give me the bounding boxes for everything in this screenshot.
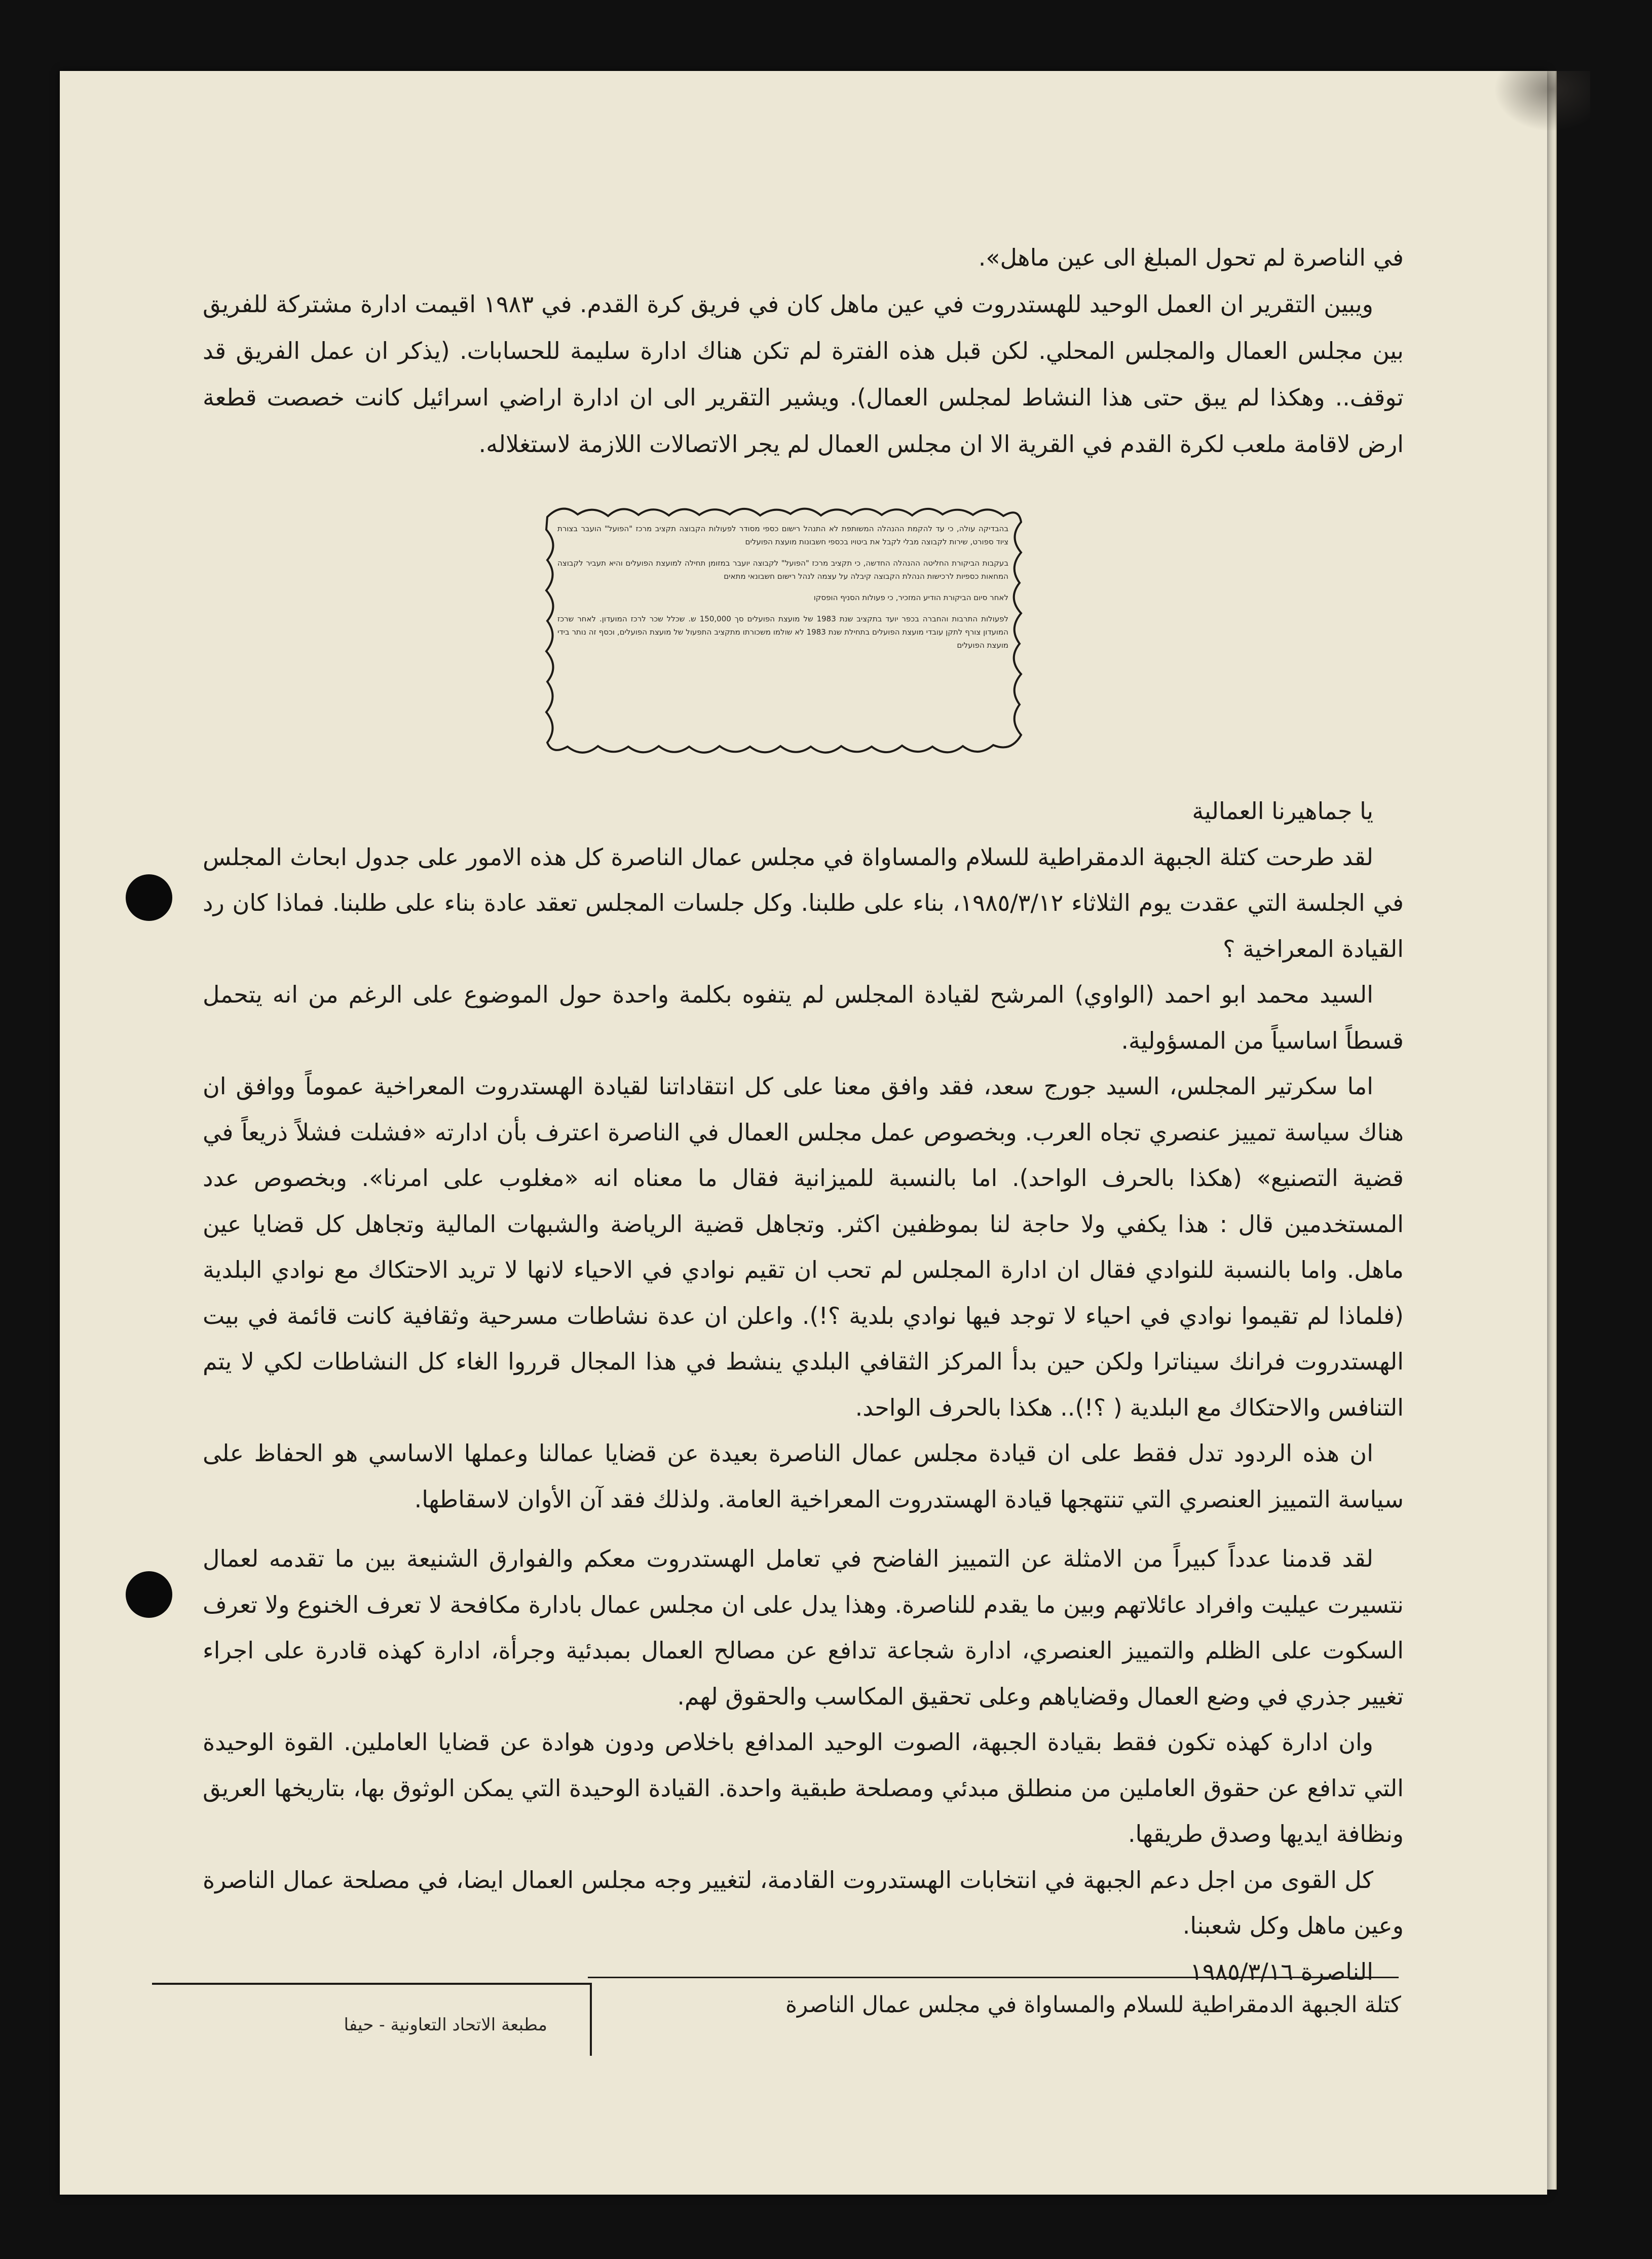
body-paragraph: السيد محمد ابو احمد (الواوي) المرشح لقيادة المجلس لم يتفوه بكلمة واحدة حول الموضوع على الرغم من انه يتحمل قسطاً اساسياً من المسؤولية. <box>203 981 1404 1054</box>
closing-paragraph: لقد قدمنا عدداً كبيراً من الامثلة عن التمييز الفاضح في تعامل الهستدروت معكم والفوارق الشنيعة بين ما تقدمه لعمال نتسيرت عيليت وافراد عائلاتهم وبين ما يقدم للناصرة. وهذا يدل على ان مجلس عمال بادارة مكافحة لا تعرف الخنوع ولا تعرف السكوت على الظلم والتمييز العنصري، ادارة شجاعة تدافع عن مصالح العمال بمبدئية وجرأة، ادارة كهذه قادرة على اجراء تغيير جذري في وضع العمال وقضاياهم وعلى تحقيق المكاسب والحقوق لهم. <box>203 1545 1404 1710</box>
closing-paragraph: وان ادارة كهذه تكون فقط بقيادة الجبهة، الصوت الوحيد المدافع باخلاص ودون هوادة عن قضايا العاملين. القوة الوحيدة التي تدافع عن حقوق العاملين من منطلق مبدئي ومصلحة طبقية واحدة. القيادة الوحيدة التي يمكن الوثوق بها، بتاريخها العريق ونظافة ايديها وصدق طريقها. <box>203 1728 1404 1847</box>
corner-smudge <box>1494 71 1590 132</box>
address-heading: يا جماهيرنا العمالية <box>1192 797 1373 825</box>
hebrew-clipping-inset <box>527 492 1039 765</box>
body-paragraph: لقد طرحت كتلة الجبهة الدمقراطية للسلام والمساواة في مجلس عمال الناصرة كل هذه الامور على جدول ابحاث المجلس في الجلسة التي عقدت يوم الثلاثاء ١٩٨٥/٣/١٢، بناء على طلبنا. وكل جلسات المجلس تعقد عادة بناء على طلبنا. فماذا كان رد القيادة المعراخية ؟ <box>203 843 1404 962</box>
body-paragraph: ان هذه الردود تدل فقط على ان قيادة مجلس عمال الناصرة بعيدة عن قضايا عمالنا وعملها الاساسي هو الحفاظ على سياسة التمييز العنصري التي تنتهجها قيادة الهستدروت المعراخية العامة. ولذلك فقد آن الأوان لاسقاطها. <box>203 1439 1404 1513</box>
clipping-paragraph: לפעולות התרבות והחברה בכפר יועד בתקציב שנת 1983 של מועצת הפועלים סך 150,000 ש. שכלל שכר לרכז המועדון. לאחר שרכז המועדון צורף לתקן עובדי מועצת הפועלים בתחילת שנת 1983 לא שולמו משכורתו מתקציב התפעול של מועצת הפועלים, וכסף זה נותר בידי מועצת הפועלים <box>557 614 1008 650</box>
place-date: الناصرة ١٩٨٥/٣/١٦ <box>1190 1957 1373 1985</box>
closing-body <box>203 1536 1404 1994</box>
intro-paragraph <box>203 234 1404 467</box>
footer-divider <box>588 1977 1399 1978</box>
clipping-paragraph: לאחר סיום הביקורת הודיע המזכיר, כי פעולות הסניף הופסקו <box>813 593 1008 602</box>
intro-report-paragraph: ويبين التقرير ان العمل الوحيد للهستدروت في عين ماهل كان في فريق كرة القدم. في ١٩٨٣ اقيمت ادارة مشتركة للفريق بين مجلس العمال والمجلس المحلي. لكن قبل هذه الفترة لم تكن هناك ادارة سليمة للحسابات. (يذكر ان عمل الفريق قد توقف.. وهكذا لم يبق حتى هذا النشاط لمجلس العمال). ويشير التقرير الى ان ادارة اراضي اسرائيل كانت خصصت قطعة ارض لاقامة ملعب لكرة القدم في القرية الا ان مجلس العمال لم يجر الاتصالات اللازمة لاستغلاله. <box>203 290 1404 458</box>
closing-paragraph: كل القوى من اجل دعم الجبهة في انتخابات الهستدروت القادمة، لتغيير وجه مجلس العمال ايضا، في مصلحة عمال الناصرة وعين ماهل وكل شعبنا. <box>203 1866 1404 1939</box>
body-paragraph: اما سكرتير المجلس، السيد جورج سعد، فقد وافق معنا على كل انتقاداتنا لقيادة الهستدروت المعراخية عموماً ووافق ان هناك سياسة تمييز عنصري تجاه العرب. وبخصوص عمل مجلس العمال في الناصرة اعترف بأن ادارته «فشلت فشلاً ذريعاً في قضية التصنيع» (هكذا بالحرف الواحد). اما بالنسبة للميزانية فقال ما معناه انه «مغلوب على امرنا». وبخصوص عدد المستخدمين قال : هذا يكفي ولا حاجة لنا بموظفين اكثر. وتجاهل قضية الرياضة والشبهات المالية وتجاهل كل قضايا عين ماهل. واما بالنسبة للنوادي فقال ان ادارة المجلس لم تحب ان تقيم نوادي في الاحياء لانها لا تريد الاحتكاك مع نوادي البلدية (فلماذا لم تقيموا نوادي في احياء لا توجد فيها نوادي بلدية ؟!). واعلن ان عدة نشاطات مسرحية وثقافية كانت قائمة في بيت الهستدروت فرانك سيناترا ولكن حين بدأ المركز الثقافي البلدي ينشط في هذا المجال قرروا الغاء كل النشاطات لكي لا يتم التنافس والاحتكاك مع البلدية ( ؟!).. هكذا بالحرف الواحد. <box>203 1072 1404 1421</box>
clipping-paragraph: בעקבות הביקורת החליטה ההנהלה החדשה, כי תקציב מרכז "הפועל" לקבוצה יועבר במזומן תחילה למועצת הפועלים והיא תעביר לקבוצה המחאות כספיות לרכישות הנהלת הקבוצה קיבלה על עצמה לנהל רישום חשבונאי מתאים <box>557 559 1008 581</box>
signature-bloc: كتلة الجبهة الدمقراطية للسلام والمساواة في مجلس عمال الناصرة <box>785 1992 1401 2018</box>
printer-credit: مطبعة الاتحاد التعاونية - حيفا <box>344 2015 547 2035</box>
punch-hole-top <box>126 874 172 921</box>
intro-line-1: في الناصرة لم تحول المبلغ الى عين ماهل». <box>978 244 1404 271</box>
punch-hole-bottom <box>126 1571 172 1618</box>
main-body <box>203 788 1404 1522</box>
clipping-paragraph: בהבדיקה עולה, כי עד להקמת ההנהלה המשותפת לא התנהל רישום כספי מסודר לפעולות הקבוצה תקציב מרכז "הפועל" הועבר בצורת ציוד ספורט, שירות לקבוצה מבלי לקבל את ביטויו בכספי חשבונות מועצת הפועלים <box>557 524 1008 546</box>
clipping-text <box>557 522 1008 660</box>
